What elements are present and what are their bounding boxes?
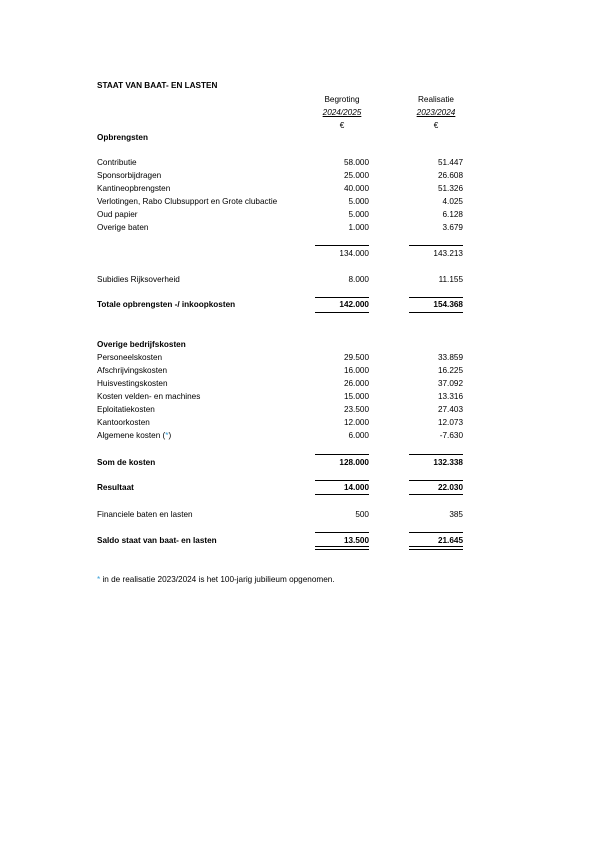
financieel-label: Financiele baten en lasten xyxy=(97,510,193,519)
subsidies-begroting: 8.000 xyxy=(348,275,369,284)
saldo-realisatie: 21.645 xyxy=(437,536,463,545)
subtotal-begroting: 134.000 xyxy=(339,249,369,258)
row-begroting: 12.000 xyxy=(343,418,369,427)
realisatie-period: 2023/2024 xyxy=(416,108,456,117)
row-label xyxy=(97,431,171,441)
row-realisatie: 12.073 xyxy=(437,418,463,427)
realisatie-currency: € xyxy=(433,121,439,130)
footnote xyxy=(97,575,335,585)
row-begroting: 5.000 xyxy=(348,197,369,206)
financieel-realisatie: 385 xyxy=(449,510,463,519)
row-label: Contributie xyxy=(97,158,137,167)
resultaat-label: Resultaat xyxy=(97,483,134,492)
row-label: Kantineopbrengsten xyxy=(97,184,171,193)
row-label: Kosten velden- en machines xyxy=(97,392,201,401)
footnote-star-marker: * xyxy=(165,431,169,440)
saldo-label: Saldo staat van baat- en lasten xyxy=(97,536,217,545)
som-kosten-realisatie: 132.338 xyxy=(433,458,463,467)
row-begroting: 40.000 xyxy=(343,184,369,193)
row-realisatie: -7.630 xyxy=(439,431,463,440)
resultaat-realisatie: 22.030 xyxy=(437,483,463,492)
row-realisatie: 6.128 xyxy=(442,210,463,219)
begroting-currency: € xyxy=(339,121,345,130)
subtotal-rule xyxy=(409,245,463,246)
footnote-star: * xyxy=(97,575,101,584)
row-label: Personeelskosten xyxy=(97,353,163,362)
row-label: Overige baten xyxy=(97,223,149,232)
row-begroting: 1.000 xyxy=(348,223,369,232)
financieel-begroting: 500 xyxy=(355,510,369,519)
subtotal-rule xyxy=(315,245,369,246)
row-realisatie: 33.859 xyxy=(437,353,463,362)
row-realisatie: 26.608 xyxy=(437,171,463,180)
saldo-double-rule xyxy=(409,546,463,550)
saldo-double-rule xyxy=(315,546,369,550)
algemene-label-start: Algemene kosten ( xyxy=(97,431,166,440)
opbrengsten-heading: Opbrengsten xyxy=(97,133,148,142)
algemene-label-end: ) xyxy=(168,431,172,440)
total-opbrengsten-begroting: 142.000 xyxy=(339,300,369,309)
row-begroting: 29.500 xyxy=(343,353,369,362)
row-label: Afschrijvingskosten xyxy=(97,366,168,375)
kosten-total-rule xyxy=(315,454,369,455)
total-top-rule xyxy=(315,297,369,298)
saldo-top-rule xyxy=(315,532,369,533)
total-top-rule xyxy=(409,297,463,298)
row-begroting: 5.000 xyxy=(348,210,369,219)
row-realisatie: 27.403 xyxy=(437,405,463,414)
footnote-text: in de realisatie 2023/2024 is het 100-jarig jubilieum opgenomen. xyxy=(100,575,335,584)
subtotal-realisatie: 143.213 xyxy=(433,249,463,258)
saldo-begroting: 13.500 xyxy=(343,536,369,545)
total-opbrengsten-realisatie: 154.368 xyxy=(433,300,463,309)
som-kosten-label: Som de kosten xyxy=(97,458,156,467)
resultaat-bottom-rule xyxy=(315,494,369,495)
row-label: Huisvestingskosten xyxy=(97,379,168,388)
row-begroting: 25.000 xyxy=(343,171,369,180)
row-realisatie: 51.326 xyxy=(437,184,463,193)
total-bottom-rule xyxy=(315,312,369,313)
resultaat-begroting: 14.000 xyxy=(343,483,369,492)
row-label: Verlotingen, Rabo Clubsupport en Grote clubactie xyxy=(97,197,278,206)
row-begroting: 15.000 xyxy=(343,392,369,401)
som-kosten-begroting: 128.000 xyxy=(339,458,369,467)
begroting-header: Begroting xyxy=(324,95,360,104)
row-label: Oud papier xyxy=(97,210,138,219)
total-bottom-rule xyxy=(409,312,463,313)
report-title: STAAT VAN BAAT- EN LASTEN xyxy=(97,81,218,90)
total-opbrengsten-label: Totale opbrengsten -/ inkoopkosten xyxy=(97,300,236,309)
resultaat-bottom-rule xyxy=(409,494,463,495)
begroting-period: 2024/2025 xyxy=(322,108,362,117)
realisatie-header: Realisatie xyxy=(418,95,454,104)
row-realisatie: 3.679 xyxy=(442,223,463,232)
resultaat-top-rule xyxy=(315,480,369,481)
row-begroting: 16.000 xyxy=(343,366,369,375)
row-label: Kantoorkosten xyxy=(97,418,150,427)
row-begroting: 58.000 xyxy=(343,158,369,167)
resultaat-top-rule xyxy=(409,480,463,481)
row-realisatie: 51.447 xyxy=(437,158,463,167)
row-realisatie: 16.225 xyxy=(437,366,463,375)
row-realisatie: 13.316 xyxy=(437,392,463,401)
row-realisatie: 37.092 xyxy=(437,379,463,388)
row-label: Sponsorbijdragen xyxy=(97,171,162,180)
row-begroting: 26.000 xyxy=(343,379,369,388)
subsidies-label: Subidies Rijksoverheid xyxy=(97,275,180,284)
kosten-heading: Overige bedrijfskosten xyxy=(97,340,186,349)
kosten-total-rule xyxy=(409,454,463,455)
row-begroting: 6.000 xyxy=(348,431,369,440)
row-label: Eploitatiekosten xyxy=(97,405,155,414)
subsidies-realisatie: 11.155 xyxy=(438,275,463,284)
row-begroting: 23.500 xyxy=(343,405,369,414)
row-realisatie: 4.025 xyxy=(442,197,463,206)
saldo-top-rule xyxy=(409,532,463,533)
